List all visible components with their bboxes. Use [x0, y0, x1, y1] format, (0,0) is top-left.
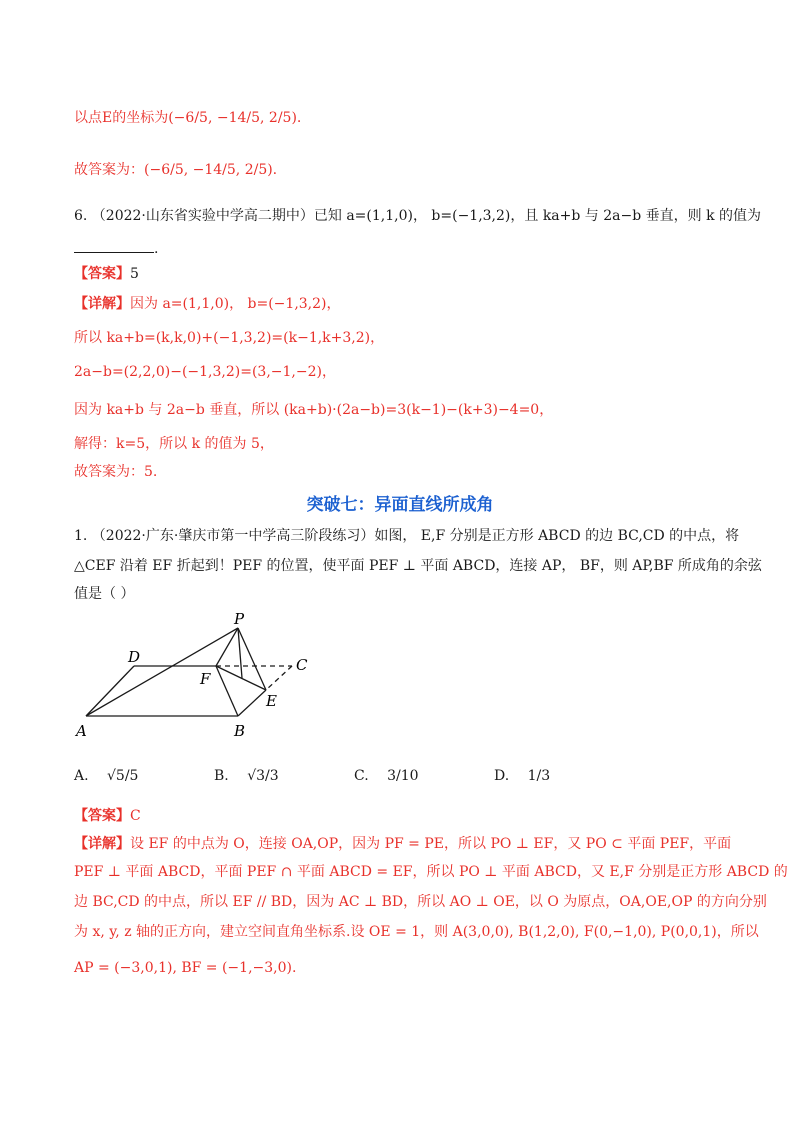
- choice-label: A.: [74, 768, 89, 784]
- question-6-blank: [74, 238, 734, 259]
- question-6-text: 6. （2022·山东省实验中学高二期中）已知 a=(1,1,0)， b=(−1,3,2)，且 ka+b 与 2a−b 垂直，则 k 的值为: [74, 208, 762, 224]
- detail-label: 【详解】: [74, 296, 130, 312]
- choice-label: C.: [354, 768, 369, 784]
- detail-line: 故答案为：5.: [74, 464, 158, 480]
- edge-BE: [238, 690, 266, 716]
- answer-label: 【答案】: [74, 266, 130, 282]
- label-A: A: [76, 722, 87, 740]
- edge-AP: [86, 628, 238, 716]
- detail-line: 因为 ka+b 与 2a−b 垂直，所以 (ka+b)·(2a−b)=3(k−1)−(k+3)−4=0，: [74, 402, 554, 418]
- text-fragment: .: [154, 241, 159, 257]
- detail-line: [74, 834, 734, 854]
- detail-line: 为 x, y, z 轴的正方向，建立空间直角坐标系.设 OE = 1，则 A(3,0,0), B(1,2,0), F(0,−1,0), P(0,0,1)，所以: [74, 924, 759, 940]
- choice-label: B.: [214, 768, 229, 784]
- choice-value: 1/3: [527, 768, 551, 784]
- answer-blank: [74, 238, 154, 253]
- choice-b[interactable]: [214, 766, 279, 786]
- text-line: 以点E的坐标为(−6/5, −14/5, 2/5).: [74, 110, 302, 126]
- section-heading: 突破七：异面直线所成角: [306, 495, 494, 515]
- answer-line: [74, 806, 734, 826]
- detail-label: 【详解】: [74, 836, 130, 852]
- choice-d[interactable]: [494, 766, 550, 786]
- label-P: P: [234, 610, 245, 628]
- answer-value: 5: [130, 266, 139, 282]
- answer-line: [74, 264, 734, 284]
- detail-line: [74, 294, 734, 314]
- choice-value: √5/5: [107, 768, 139, 784]
- detail-line: 解得：k=5，所以 k 的值为 5，: [74, 436, 274, 452]
- question-1-line: △CEF 沿着 EF 折起到！PEF 的位置，使平面 PEF ⊥ 平面 ABCD，连接 AP， BF，则 AP,BF 所成角的余弦: [74, 558, 762, 574]
- edge-AD: [86, 666, 134, 716]
- detail-line: PEF ⊥ 平面 ABCD，平面 PEF ∩ 平面 ABCD = EF，所以 PO ⊥ 平面 ABCD，又 E,F 分别是正方形 ABCD 的: [74, 864, 788, 880]
- label-D: D: [128, 648, 141, 666]
- detail-line: 2a−b=(2,2,0)−(−1,3,2)=(3,−1,−2)，: [74, 364, 336, 380]
- detail-line: AP = (−3,0,1), BF = (−1,−3,0).: [74, 960, 297, 976]
- question-1-line: 值是（ ）: [74, 586, 135, 602]
- label-E: E: [266, 692, 277, 710]
- answer-label: 【答案】: [74, 808, 130, 824]
- edge-FB: [216, 666, 238, 716]
- choice-label: D.: [494, 768, 510, 784]
- text-line: 故答案为：(−6/5, −14/5, 2/5).: [74, 162, 278, 178]
- choice-a[interactable]: [74, 766, 138, 786]
- label-B: B: [234, 722, 246, 740]
- edge-PE: [238, 628, 266, 690]
- detail-line: 边 BC,CD 的中点，所以 EF // BD，因为 AC ⊥ BD，所以 AO ⊥ OE，以 O 为原点，OA,OE,OP 的方向分别: [74, 894, 767, 910]
- choice-value: √3/3: [247, 768, 279, 784]
- geometry-figure: [70, 608, 330, 748]
- label-F: F: [200, 670, 211, 688]
- answer-value: C: [130, 808, 141, 824]
- question-1-line: 1. （2022·广东·肇庆市第一中学高三阶段练习）如图， E,F 分别是正方形 ABCD 的边 BC,CD 的中点，将: [74, 528, 740, 544]
- choice-value: 3/10: [387, 768, 419, 784]
- choice-c[interactable]: [354, 766, 419, 786]
- label-C: C: [296, 656, 308, 674]
- detail-text: 设 EF 的中点为 O，连接 OA,OP，因为 PF = PE，所以 PO ⊥ EF，又 PO ⊂ 平面 PEF，平面: [130, 836, 732, 852]
- edge-CE-dashed: [266, 666, 292, 690]
- detail-line: 所以 ka+b=(k,k,0)+(−1,3,2)=(k−1,k+3,2)，: [74, 330, 385, 346]
- detail-text: 因为 a=(1,1,0)， b=(−1,3,2)，: [130, 296, 341, 312]
